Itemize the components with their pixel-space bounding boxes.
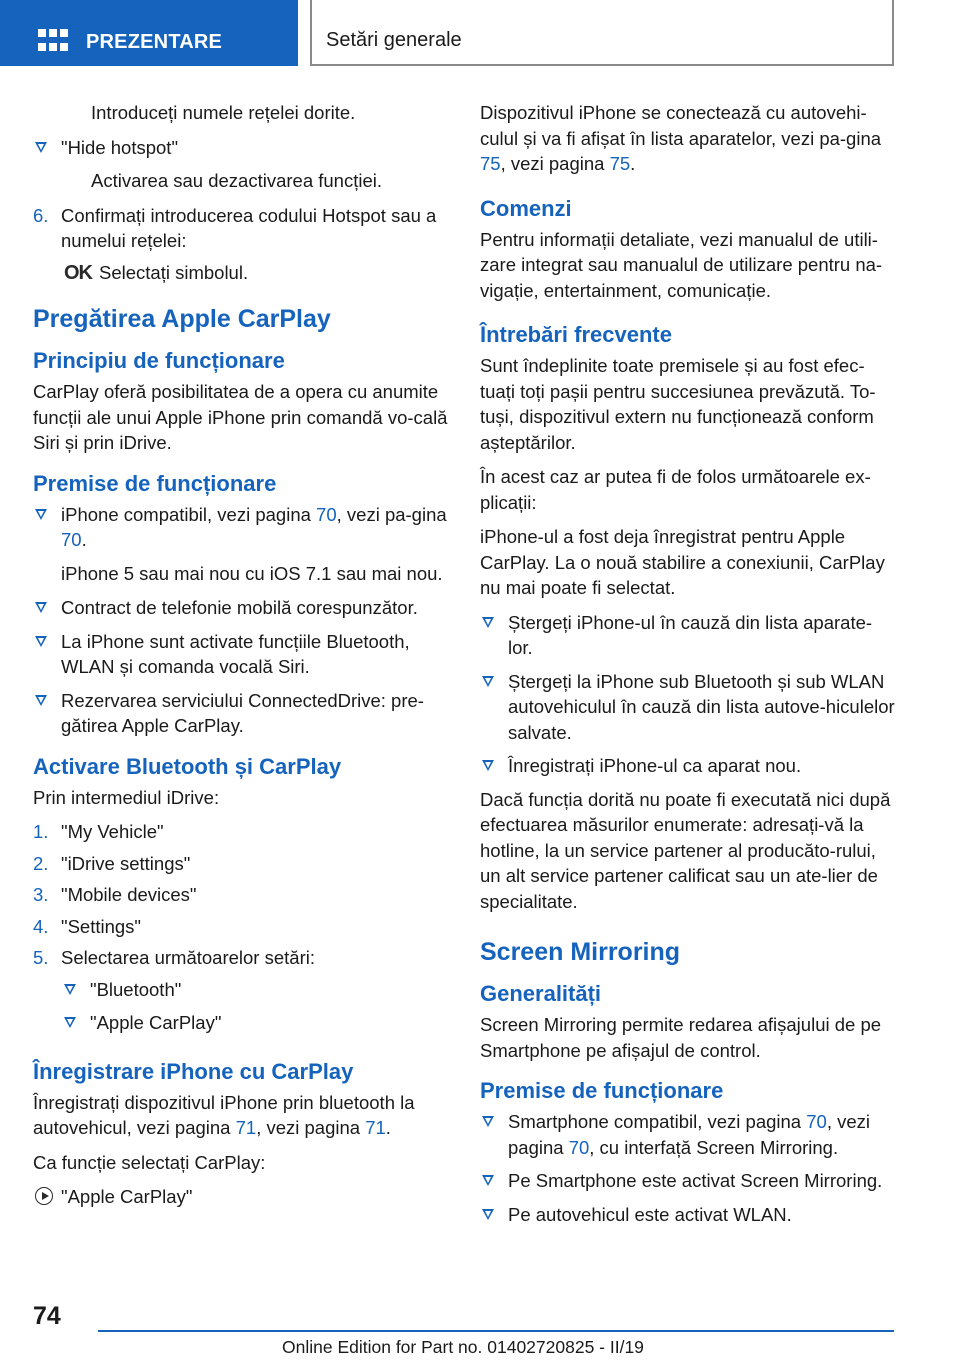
text: . (630, 153, 636, 174)
text: Ștergeți la iPhone sub Bluetooth și sub WLAN autovehiculul în cauză din lista autove-hiculelor salvate. (508, 670, 895, 743)
text: Pe Smartphone este activat Screen Mirroring. (508, 1170, 883, 1191)
page-link[interactable]: 71 (235, 1117, 257, 1138)
text: Rezervarea serviciului ConnectedDrive: pre-gătirea Apple CarPlay. (61, 689, 424, 736)
heading-faq: Întrebări frecvente (480, 322, 672, 347)
paragraph (33, 1090, 449, 1141)
bullet-triangle-icon (35, 509, 47, 520)
list-item (480, 669, 896, 746)
text: , vezi pagina (508, 1111, 870, 1158)
bullet-triangle-icon (482, 617, 494, 628)
bullet-triangle-icon (64, 984, 76, 995)
page-number: 74 (33, 1302, 61, 1330)
step-text: Confirmați introducerea codului Hotspot sau a numelui rețelei: (61, 204, 437, 251)
page-link[interactable]: 70 (316, 503, 337, 525)
page-link[interactable]: 70 (61, 529, 82, 550)
section-tab-label: PREZENTARE (86, 31, 223, 53)
text: , cu interfață Screen Mirroring. (589, 1136, 839, 1158)
list-item (33, 945, 449, 971)
step-text: "Mobile devices" (61, 884, 197, 905)
paragraph (480, 100, 896, 177)
list-item (480, 1168, 896, 1194)
step-number: 3. (33, 884, 49, 905)
text: Înregistrați iPhone-ul ca aparat nou. (508, 755, 802, 776)
section-tab[interactable] (0, 0, 298, 66)
left-column (33, 100, 449, 1219)
paragraph: iPhone-ul a fost deja înregistrat pentru Apple CarPlay. La o nouă stabilire a conexiunii, CarPlay nu mai poate fi selectat. (480, 526, 885, 598)
text: iPhone compatibil, vezi pagina (61, 503, 317, 525)
heading-general: Generalități (480, 981, 602, 1006)
text: Contract de telefonie mobilă corespunzător. (61, 597, 418, 618)
list-item (33, 977, 449, 1003)
paragraph: Ca funcție selectați CarPlay: (33, 1151, 266, 1173)
bullet-triangle-icon (482, 760, 494, 771)
text: Pe autovehicul este activat WLAN. (508, 1203, 792, 1225)
bullet-triangle-icon (482, 1175, 494, 1186)
list-item (33, 135, 449, 161)
paragraph: Dacă funcția dorită nu poate fi executată nici după efectuarea măsurilor enumerate: adresați-vă la hotline, la un service partener al producăto-rului, un alt service partener calificat sau un ate-lier de specialitate. (480, 788, 891, 912)
paragraph: Screen Mirroring permite redarea afișajului de pe Smartphone pe afișajul de control. (480, 1014, 882, 1061)
paragraph: Pentru informații detaliate, vezi manualul de utili-zare integrat sau manualul de utilizare pentru na-vigație, entertainment, comunicație. (480, 228, 883, 301)
step-text: "My Vehicle" (61, 821, 164, 842)
bullet-triangle-icon (482, 1209, 494, 1220)
paragraph: Sunt îndeplinite toate premisele și au fost efec-tuați toți pașii pentru succesiunea prevăzută. To-tuși, dispozitivul extern nu funcționează conform așteptărilor. (480, 355, 876, 453)
text: Înregistrați dispozitivul iPhone prin bluetooth la autovehicul, vezi pagina (33, 1091, 415, 1138)
chapter-title: Setări generale (326, 29, 462, 51)
symbol-row (33, 260, 449, 286)
step-number: 2. (33, 852, 49, 874)
paragraph: iPhone 5 sau mai nou cu iOS 7.1 sau mai nou. (61, 562, 443, 584)
text: , vezi pa-gina (336, 503, 447, 525)
heading-commands: Comenzi (480, 195, 572, 221)
page-header (0, 0, 960, 66)
list-item (33, 629, 449, 680)
text: "Apple CarPlay" (90, 1012, 222, 1033)
step-number: 5. (33, 947, 49, 968)
paragraph: Activarea sau dezactivarea funcției. (91, 170, 383, 191)
bullet-triangle-icon (482, 676, 494, 687)
list-item (33, 1010, 449, 1036)
ok-icon: OK (64, 261, 92, 284)
heading-register: Înregistrare iPhone cu CarPlay (33, 1058, 354, 1084)
step-number: 1. (33, 821, 49, 842)
grid-menu-icon[interactable] (38, 29, 68, 52)
page-link[interactable]: 70 (806, 1111, 827, 1132)
text: Smartphone compatibil, vezi pagina (508, 1111, 807, 1132)
paragraph: În acest caz ar putea fi de folos următoarele ex-plicații: (480, 466, 871, 513)
step-number: 6. (33, 204, 49, 226)
heading-activate: Activare Bluetooth și CarPlay (33, 753, 342, 779)
list-item (33, 595, 449, 621)
step-text: "iDrive settings" (61, 852, 191, 874)
heading-principle: Principiu de funcționare (33, 348, 285, 373)
page-link[interactable]: 75 (609, 153, 631, 174)
list-item (33, 688, 449, 739)
list-item (33, 203, 449, 254)
list-item (480, 610, 896, 661)
text: . (81, 529, 87, 550)
bullet-triangle-icon (35, 142, 47, 153)
step-number: 4. (33, 915, 49, 937)
heading-mirroring: Screen Mirroring (480, 938, 681, 966)
symbol-text: Selectați simbolul. (99, 261, 249, 283)
text: , vezi pagina (500, 153, 610, 174)
text: "Bluetooth" (90, 978, 182, 1000)
paragraph: Introduceți numele rețelei dorite. (91, 102, 356, 123)
right-column (480, 100, 896, 1235)
text: Dispozitivul iPhone se conectează cu autovehi-culul și va fi afișat în lista aparatelor, vezi pa-gina (480, 102, 882, 149)
symbol-text: "Apple CarPlay" (61, 1186, 193, 1207)
text: . (385, 1117, 391, 1138)
footer-edition: Online Edition for Part no. 01402720825 - II/19 (282, 1337, 644, 1357)
list-item (480, 753, 896, 779)
menu-item-label: "Hide hotspot" (61, 136, 179, 158)
bullet-triangle-icon (35, 695, 47, 706)
text: La iPhone sunt activate funcțiile Bluetooth, WLAN și comanda vocală Siri. (61, 630, 410, 677)
symbol-row (33, 1184, 449, 1210)
paragraph: CarPlay oferă posibilitatea de a opera cu anumite funcții ale unui Apple iPhone prin comandă vo-cală Siri și prin iDrive. (33, 381, 448, 453)
footer-divider (98, 1330, 894, 1332)
page-link[interactable]: 71 (365, 1117, 386, 1138)
play-circle-icon (35, 1187, 53, 1205)
list-item (33, 851, 449, 877)
page-link[interactable]: 75 (480, 153, 501, 174)
list-item (33, 882, 449, 908)
bullet-triangle-icon (35, 602, 47, 613)
text: Ștergeți iPhone-ul în cauză din lista aparate-lor. (508, 611, 873, 658)
bullet-triangle-icon (35, 636, 47, 647)
heading-premise: Premise de funcționare (33, 470, 277, 496)
list-item (33, 502, 449, 553)
text: , vezi pagina (256, 1117, 366, 1138)
bullet-triangle-icon (482, 1116, 494, 1127)
list-item (480, 1202, 896, 1228)
step-text: "Settings" (61, 915, 141, 937)
paragraph: Prin intermediul iDrive: (33, 786, 220, 808)
list-item (480, 1109, 896, 1160)
heading-premise-mirroring: Premise de funcționare (480, 1078, 724, 1103)
bullet-triangle-icon (64, 1017, 76, 1028)
heading-carplay: Pregătirea Apple CarPlay (33, 305, 331, 333)
list-item (33, 914, 449, 940)
list-item (33, 819, 449, 845)
step-text: Selectarea următoarelor setări: (61, 947, 315, 968)
page-link[interactable]: 70 (568, 1136, 590, 1158)
